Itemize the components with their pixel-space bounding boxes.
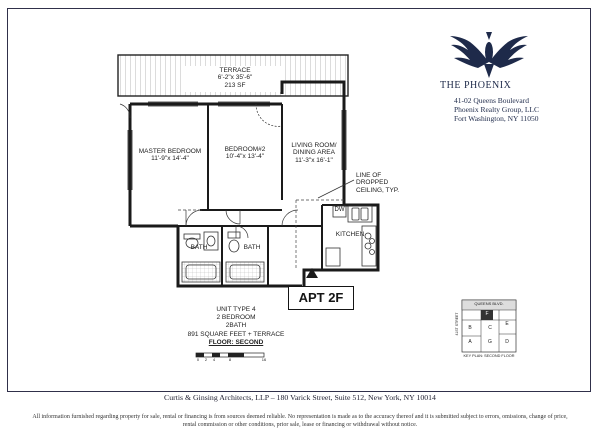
terrace-name: TERRACE [219,67,251,74]
disclaimer: All information furnished regarding property for sale, rental or financing is from sources deemed reliable. No representation is made as to the accuracy thereof and it is submitted subject to errors, omissions, change of price, rental commission or other conditions, prior sale, lease or financing or withdrawal without notice. [32,414,568,428]
unit-baths: 2BATH [225,322,247,330]
master-bedroom-label [134,148,206,163]
keyplan-unit: C [488,325,492,331]
living-room-name: LIVING ROOM/ [291,142,337,149]
unit-floor: FLOOR: SECOND [208,338,264,346]
unit-area: 891 SQUARE FEET + TERRACE [187,330,285,338]
unit-type: UNIT TYPE 4 [216,306,256,313]
living-room-label [286,142,342,164]
dining-area-name: DINING AREA [293,149,335,157]
master-bedroom-dims: 11'-9"x 14'-4" [151,155,189,163]
bedroom2-name: BEDROOM#2 [224,146,266,153]
terrace-label [188,67,282,89]
ceiling-leader [318,180,354,198]
scale-label: 16 [261,357,267,362]
bath2-label: BATH [243,244,261,251]
keyplan-street: 41ST STREET [454,312,459,336]
scale-label: 8 [228,357,232,362]
interior-walls [178,104,344,286]
ceiling-note-line: DROPPED [356,179,389,187]
dishwasher-label: DW [334,207,345,213]
master-bedroom-name: MASTER BEDROOM [138,148,202,155]
scale-label: 2 [204,357,208,362]
ceiling-note-line: LINE OF [356,172,382,179]
terrace-area: 213 SF [224,81,246,89]
keyplan-unit: F [485,311,489,317]
address-line: Fort Washington, NY 11050 [454,114,539,123]
scale-label: 4 [212,357,216,362]
keyplan-unit: G [488,339,492,345]
exterior-walls [130,82,378,286]
keyplan-unit: D [505,339,509,345]
unit-info [182,306,290,347]
keyplan-unit: A [468,339,472,345]
bedroom2-label [212,146,278,161]
dropped-ceiling-note [356,172,416,194]
bath1-label: BATH [190,244,208,251]
living-room-dims: 11'-3"x 16'-1" [295,156,333,164]
scale-label: 0 [196,357,200,362]
apartment-label: APT 2F [288,286,354,310]
unit-bedrooms: 2 BEDROOM [216,314,256,322]
address-line: Phoenix Realty Group, LLC [454,105,539,114]
phoenix-bird-icon [448,22,530,78]
brand-address [454,96,539,123]
keyplan-caption: KEY PLAN: SECOND FLOOR [463,354,515,358]
brand-name: THE PHOENIX [440,80,512,91]
architect-credit: Curtis & Ginsing Architects, LLP – 180 Varick Street, Suite 512, New York, NY 10014 [164,393,436,402]
keyplan-unit: E [505,321,509,327]
address-line: 41-02 Queens Boulevard [454,96,529,105]
kitchen-label: KITCHEN [335,231,365,238]
bedroom2-dims: 10'-4"x 13'-4" [225,153,265,161]
ceiling-note-line: CEILING, TYP. [356,186,400,194]
keyplan-title: QUEENS BLVD. [474,301,504,306]
terrace-dims: 6'-2"x 35'-6" [217,74,253,82]
keyplan-unit: B [468,325,472,331]
